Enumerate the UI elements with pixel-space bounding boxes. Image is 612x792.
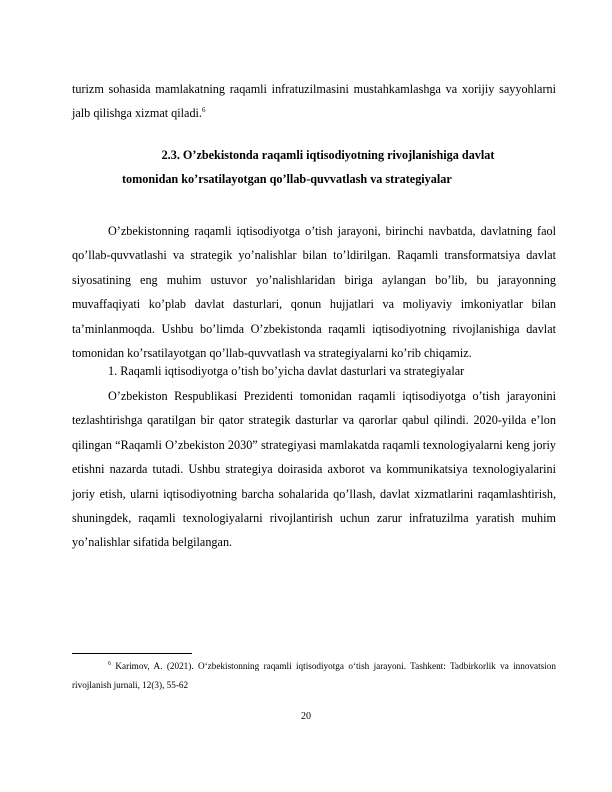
- intro-text: turizm sohasida mamlakatning raqamli infratuzilmasini mustahkamlashga va xorijiy sayyohlarni jalb qilishga xizmat qiladi.: [72, 82, 556, 121]
- footnote: [72, 657, 556, 695]
- intro-paragraph: [72, 77, 556, 126]
- body-paragraph-strategy: O’zbekiston Respublikasi Prezidenti tomonidan raqamli iqtisodiyotga o’tish jarayonini tezlashtirishga qaratilgan bir qator strategik dasturlar va qarorlar qabul qilindi. 2020-yilda e’lon qilingan “Raqamli O’zbekiston 2030” strategiyasi mamlakatda raqamli texnologiyalarni keng joriy etishni nazarda tutadi. Ushbu strategiya doirasida axborot va kommunikatsiya texnologiyalarini joriy etish, ularni iqtisodiyotning barcha sohalarida qo’llash, davlat xizmatlarini raqamlashtirish, shuningdek, raqamli texnologiyalarni rivojlantirish uchun zarur infratuzilma yaratish muhim yo’nalishlar sifatida belgilangan.: [72, 389, 556, 550]
- subheading-programs: 1. Raqamli iqtisodiyotga o’tish bo’yicha davlat dasturlari va strategiyalar: [108, 364, 465, 378]
- body-paragraph-intro: O’zbekistonning raqamli iqtisodiyotga o’tish jarayoni, birinchi navbatda, davlatning faol qo’llab-quvvatlashi va strategik yo’nalishlar bilan to’ldirilgan. Raqamli transformatsiya davlat siyosatining eng muhim ustuvor yo’nalishlaridan biriga aylangan bo’lib, bu jarayonning muvaffaqiyati ko’plab davlat dasturlari, qonun hujjatlari va moliyaviy imkoniyatlar bilan ta’minlanmoqda. Ushbu bo’limda O’zbekistonda raqamli iqtisodiyotning rivojlanishiga davlat tomonidan ko’rsatilayotgan qo’llab-quvvatlash va strategiyalarni ko’rib chiqamiz.: [72, 224, 556, 361]
- page-number: 20: [301, 711, 311, 722]
- footnote-separator: [72, 653, 192, 654]
- footnote-number: 6: [108, 660, 111, 667]
- section-title-line-2: tomonidan ko’rsatilayotgan qo’llab-quvvatlash va strategiyalar: [122, 172, 452, 186]
- footnote-text: Karimov, A. (2021). O‘zbekistonning raqamli iqtisodiyotga o‘tish jarayoni. Tashkent: Tadbirkorlik va innovatsion rivojlanish jurnali, 12(3), 55-62: [72, 661, 556, 690]
- section-title-line-1: 2.3. O’zbekistonda raqamli iqtisodiyotning rivojlanishiga davlat: [161, 148, 495, 162]
- footnote-reference[interactable]: 6: [201, 106, 206, 115]
